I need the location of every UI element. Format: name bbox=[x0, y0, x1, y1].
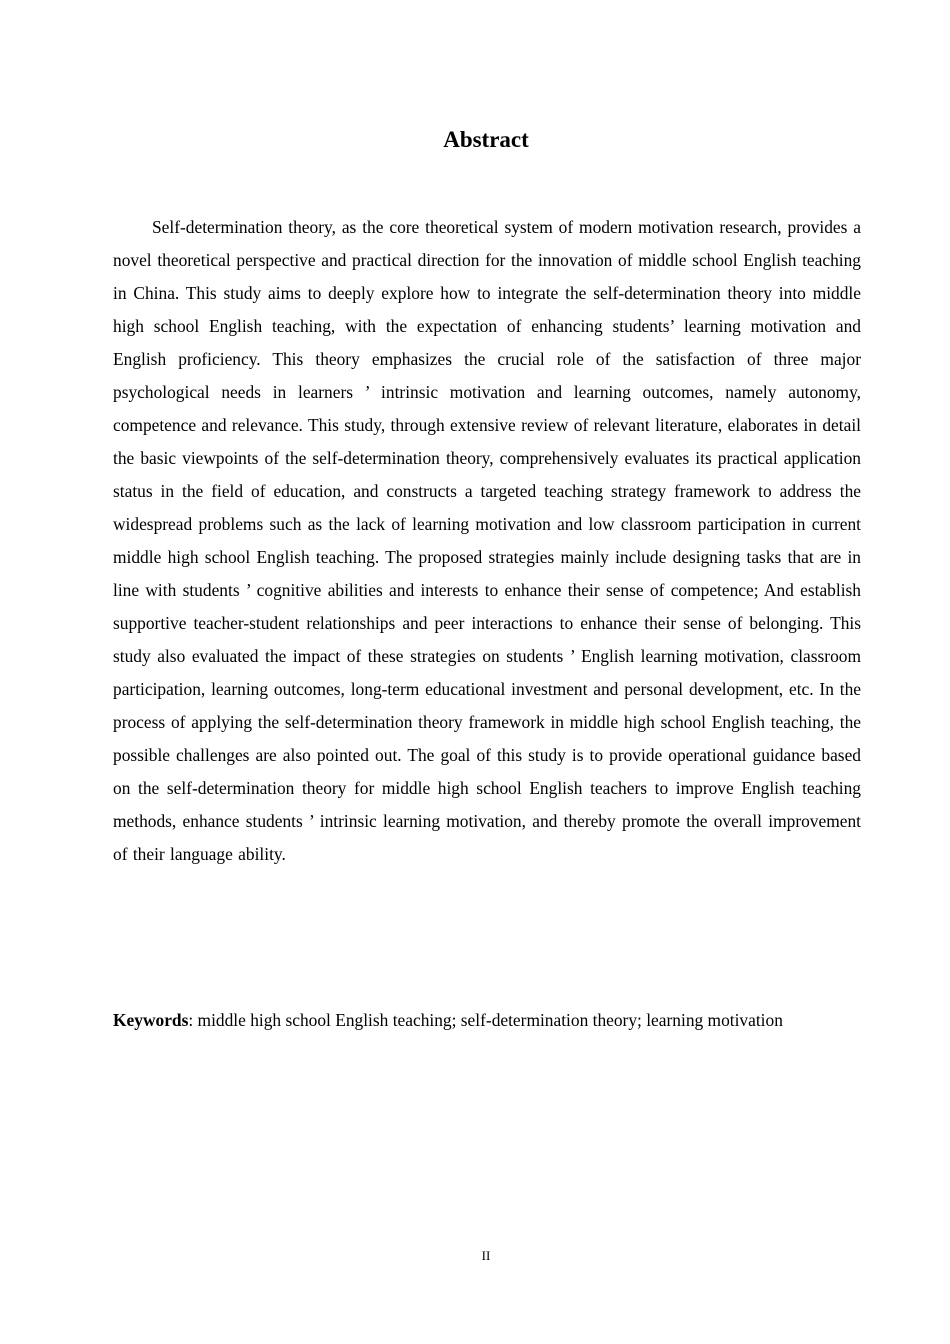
abstract-paragraph: Self-determination theory, as the core theoretical system of modern motivation research, provides a novel theoretical perspective and practical direction for the innovation of middle school English teaching in China. This study aims to deeply explore how to integrate the self-determination theory into middle high school English teaching, with the expectation of enhancing students’ learning motivation and English proficiency. This theory emphasizes the crucial role of the satisfaction of three major psychological needs in learners ’ intrinsic motivation and learning outcomes, namely autonomy, competence and relevance. This study, through extensive review of relevant literature, elaborates in detail the basic viewpoints of the self-determination theory, comprehensively evaluates its practical application status in the field of education, and constructs a targeted teaching strategy framework to address the widespread problems such as the lack of learning motivation and low classroom participation in current middle high school English teaching. The proposed strategies mainly include designing tasks that are in line with students ’ cognitive abilities and interests to enhance their sense of competence; And establish supportive teacher-student relationships and peer interactions to enhance their sense of belonging. This study also evaluated the impact of these strategies on students ’ English learning motivation, classroom participation, learning outcomes, long-term educational investment and personal development, etc. In the process of applying the self-determination theory framework in middle high school English teaching, the possible challenges are also pointed out. The goal of this study is to provide operational guidance based on the self-determination theory for middle high school English teachers to improve English teaching methods, enhance students ’ intrinsic learning motivation, and thereby promote the overall improvement of their language ability. bbox=[113, 217, 861, 864]
keywords-text: middle high school English teaching; self-determination theory; learning motivation bbox=[193, 1010, 783, 1030]
page-title: Abstract bbox=[443, 127, 529, 152]
page-number: II bbox=[481, 1248, 491, 1263]
keywords-label: Keywords bbox=[113, 1010, 189, 1030]
keywords-separator: : bbox=[188, 1010, 194, 1030]
keywords-line bbox=[113, 1004, 873, 1037]
